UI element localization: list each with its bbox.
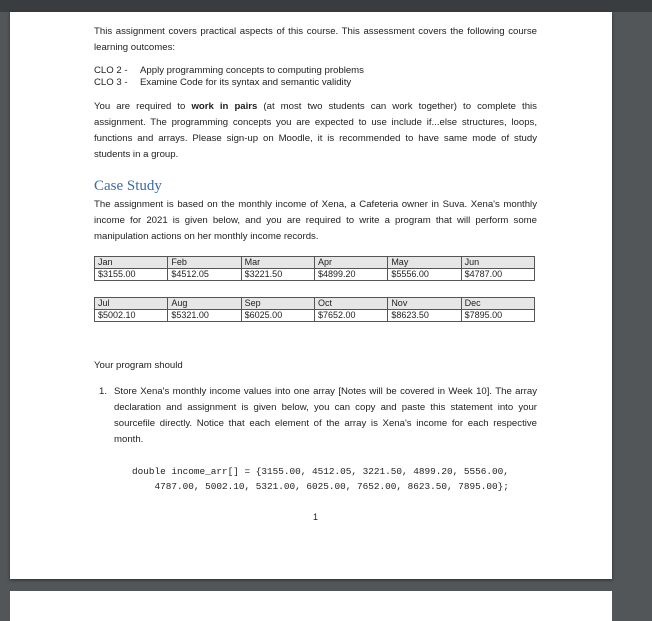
month-cell: Mar xyxy=(241,257,314,269)
page-content xyxy=(94,24,537,522)
value-cell: $5321.00 xyxy=(168,310,241,322)
value-cell: $4787.00 xyxy=(461,269,534,281)
month-cell: Jun xyxy=(461,257,534,269)
value-cell: $8623.50 xyxy=(388,310,461,322)
value-cell: $5556.00 xyxy=(388,269,461,281)
pairs-bold: work in pairs xyxy=(191,101,258,112)
next-page xyxy=(10,591,612,621)
month-cell: Sep xyxy=(241,298,314,310)
clo-code: CLO 3 - xyxy=(94,77,128,88)
code-line: double income_arr[] = {3155.00, 4512.05, 3221.50, 4899.20, 5556.00, xyxy=(132,466,509,477)
value-cell: $4512.05 xyxy=(168,269,241,281)
month-cell: Jul xyxy=(95,298,168,310)
your-program-text: Your program should xyxy=(94,360,183,371)
requirements-list xyxy=(99,384,537,448)
value-cell: $7652.00 xyxy=(314,310,387,322)
clo-text: Apply programming concepts to computing problems xyxy=(140,65,364,76)
page-number: 1 xyxy=(312,512,318,522)
value-cell: $5002.10 xyxy=(95,310,168,322)
value-cell: $6025.00 xyxy=(241,310,314,322)
value-cell: $7895.00 xyxy=(461,310,534,322)
income-table-h1 xyxy=(94,256,535,281)
month-cell: Jan xyxy=(95,257,168,269)
code-snippet xyxy=(132,464,537,494)
clo-code: CLO 2 - xyxy=(94,65,128,76)
value-cell: $3155.00 xyxy=(95,269,168,281)
code-line: 4787.00, 5002.10, 5321.00, 6025.00, 7652.00, 8623.50, 7895.00}; xyxy=(132,481,509,492)
pairs-paragraph xyxy=(94,99,537,163)
value-cell: $3221.50 xyxy=(241,269,314,281)
item-text: Store Xena's monthly income values into one array [Notes will be covered in Week 10]. The array declaration and assignment is given below, you can copy and paste this statement into your sourcefile directly. Notice that each element of the array is Xena's income for each respective month. xyxy=(114,386,537,445)
case-study-paragraph: The assignment is based on the monthly income of Xena, a Cafeteria owner in Suva. Xena's monthly income for 2021 is given below, and you are required to write a program that will perform some manipulation actions on her monthly income records. xyxy=(94,199,537,242)
document-page xyxy=(10,12,612,579)
item-number: 1. xyxy=(99,386,108,397)
month-cell: Oct xyxy=(314,298,387,310)
table-row xyxy=(95,298,535,310)
pairs-pre: You are required to xyxy=(94,101,192,112)
clo-item xyxy=(94,77,537,89)
case-study-heading: Case Study xyxy=(94,178,162,194)
clo-item xyxy=(94,65,537,77)
month-cell: Aug xyxy=(168,298,241,310)
month-cell: Apr xyxy=(314,257,387,269)
month-cell: Feb xyxy=(168,257,241,269)
intro-paragraph: This assignment covers practical aspects of this course. This assessment covers the following course learning outcomes: xyxy=(94,26,537,53)
value-cell: $4899.20 xyxy=(314,269,387,281)
list-item xyxy=(99,384,537,448)
table-row xyxy=(95,257,535,269)
month-cell: Nov xyxy=(388,298,461,310)
month-cell: May xyxy=(388,257,461,269)
table-row xyxy=(95,269,535,281)
table-row xyxy=(95,310,535,322)
clo-list xyxy=(94,65,537,89)
viewer-toolbar xyxy=(0,0,652,12)
clo-text: Examine Code for its syntax and semantic validity xyxy=(140,77,352,88)
income-table-h2 xyxy=(94,297,535,322)
month-cell: Dec xyxy=(461,298,534,310)
pairs-post: (at most two students can work together) to complete this assignment. The programming concepts you are expected to use include if...else structures, loops, functions and arrays. Please sign-up on Moodle, it is recommended to have same mode of study students in a group. xyxy=(94,101,537,160)
